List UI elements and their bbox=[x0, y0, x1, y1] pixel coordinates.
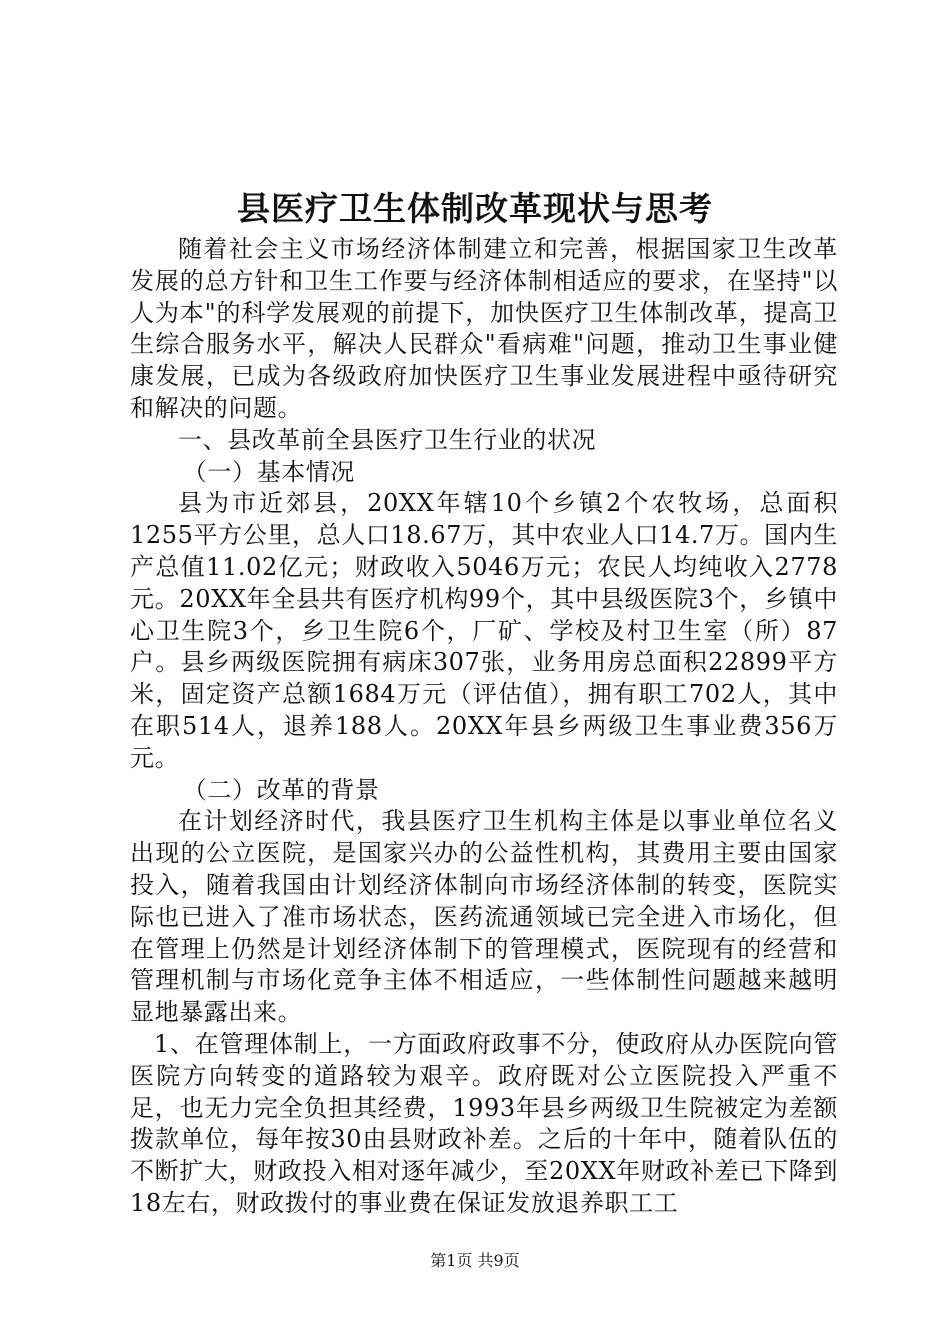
document-body bbox=[130, 234, 838, 1220]
management-system-paragraph: 1、在管理体制上，一方面政府政事不分，使政府从办医院向管医院方向转变的道路较为艰辛。政府既对公立医院投入严重不足，也无力完全负担其经费，1993年县乡两级卫生院被定为差额拨款单位，每年按30由县财政补差。之后的十年中，随着队伍的不断扩大，财政投入相对逐年减少，至20XX年财政补差已下降到18左右，财政拨付的事业费在保证发放退养职工工 bbox=[130, 1029, 838, 1217]
document-title: 县医疗卫生体制改革现状与思考 bbox=[237, 189, 713, 228]
background-paragraph: 在计划经济时代，我县医疗卫生机构主体是以事业单位名义出现的公立医院，是国家兴办的公益性机构，其费用主要由国家投入，随着我国由计划经济体制向市场经济体制的转变，医院实际也已进入了准市场状态，医药流通领域已完全进入市场化，但在管理上仍然是计划经济体制下的管理模式，医院现有的经营和管理机制与市场化竞争主体不相适应，一些体制性问题越来越明显地暴露出来。 bbox=[130, 807, 838, 1027]
intro-paragraph: 随着社会主义市场经济体制建立和完善，根据国家卫生改革发展的总方针和卫生工作要与经济体制相适应的要求，在坚持"以人为本"的科学发展观的前提下，加快医疗卫生体制改革，提高卫生综合服务水平，解决人民群众"看病难"问题，推动卫生事业健康发展，已成为各级政府加快医疗卫生事业发展进程中亟待研究和解决的问题。 bbox=[130, 235, 838, 422]
page-footer: 第1页 共9页 bbox=[430, 1251, 520, 1270]
subsection-heading-basic: （一）基本情况 bbox=[182, 457, 355, 486]
section-heading-1: 一、县改革前全县医疗卫生行业的状况 bbox=[178, 425, 597, 454]
basic-situation-paragraph: 县为市近郊县，20XX年辖10个乡镇2个农牧场，总面积1255平方公里，总人口18.67万，其中农业人口14.7万。国内生产总值11.02亿元；财政收入5046万元；农民人均纯收入2778元。20XX年全县共有医疗机构99个，其中县级医院3个，乡镇中心卫生院3个，乡卫生院6个，厂矿、学校及村卫生室（所）87户。县乡两级医院拥有病床307张，业务用房总面积22899平方米，固定资产总额1684万元（评估值），拥有职工702人，其中在职514人，退养188人。20XX年县乡两级卫生事业费356万元。 bbox=[130, 489, 838, 772]
subsection-heading-background: （二）改革的背景 bbox=[182, 775, 380, 804]
